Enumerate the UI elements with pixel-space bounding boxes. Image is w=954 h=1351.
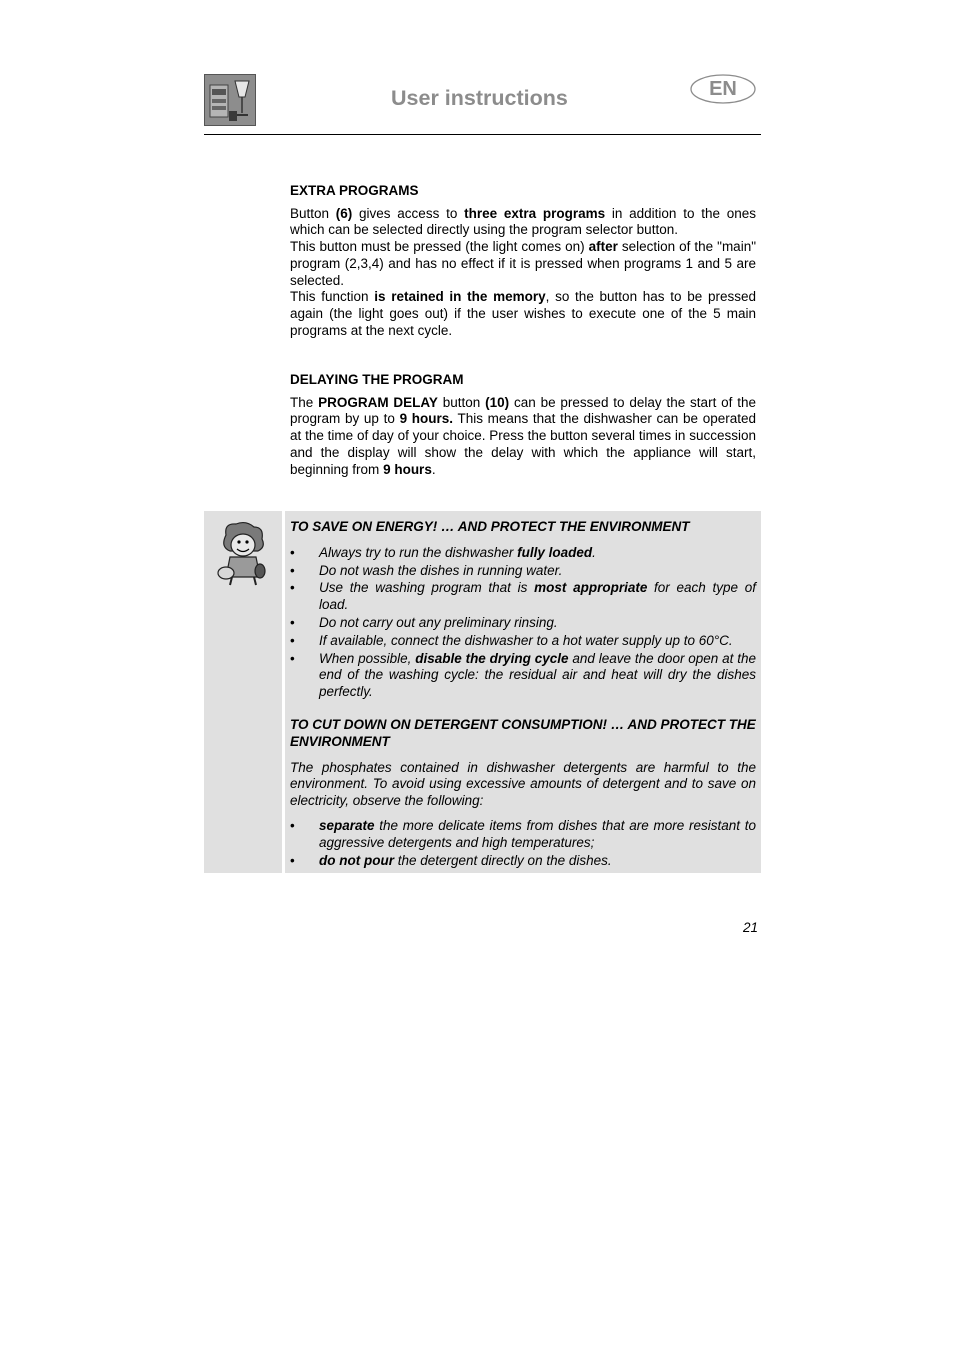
paragraph-run: gives access to: [352, 205, 465, 221]
paragraph-run: (6): [335, 205, 353, 221]
bullet-icon: •: [290, 580, 295, 596]
bullet-icon: •: [290, 852, 295, 868]
list-item-run: most appropriate: [534, 580, 648, 596]
list-item: [290, 818, 756, 852]
list-item: [290, 563, 756, 580]
paragraph-run: This means that the dishwasher can be operated at the time of day of your choice. Press the button several times in succession and the display will show the delay with which the appliance will start, beginning from: [290, 411, 756, 477]
detergent-tips-list: [290, 818, 756, 869]
list-item-run: fully loaded: [517, 544, 593, 560]
paragraph: [290, 239, 756, 289]
paragraph-run: This function: [290, 289, 375, 305]
page-number: 21: [742, 920, 758, 935]
list-item-run: If available, connect the dishwasher to a hot water supply up to 60°C.: [319, 632, 733, 648]
bullet-icon: •: [290, 817, 295, 833]
list-item-run: and leave the door open at the end of the washing cycle: the residual air and heat will dry the dishes perfectly.: [319, 650, 756, 700]
paragraph-run: button: [437, 394, 486, 410]
language-badge: [690, 74, 756, 104]
list-item-run: Use the washing program that is: [319, 580, 535, 596]
list-item-run: Always try to run the dishwasher: [319, 544, 518, 560]
dishwasher-logo-icon: [204, 74, 256, 126]
list-item-run: When possible,: [319, 650, 416, 666]
list-item: [290, 580, 756, 614]
list-item-run: Do not wash the dishes in running water.: [319, 562, 563, 578]
paragraph-run: , so the button has to be pressed again (the light goes out) if the user wishes to execute one of the 5 main programs at the next cycle.: [290, 289, 756, 338]
list-item-run: Do not carry out any preliminary rinsing.: [319, 614, 558, 630]
paragraph-run: This button must be pressed (the light comes on): [290, 239, 589, 255]
paragraph: [290, 206, 756, 239]
paragraph-run: Button: [290, 205, 336, 221]
extra-programs-body: [290, 206, 756, 340]
paragraph: [290, 289, 756, 339]
page-header: [204, 72, 761, 135]
energy-tips-list: [290, 545, 756, 701]
list-item: [290, 545, 756, 562]
energy-heading: TO SAVE ON ENERGY! … AND PROTECT THE ENVIRONMENT: [290, 519, 690, 534]
paragraph-run: The: [290, 394, 319, 410]
paragraph-run: can be pressed to delay the start of the program by up to: [290, 394, 756, 427]
environment-tips-box: [204, 511, 761, 873]
delaying-body: [290, 395, 756, 479]
tips-icon-column: [204, 511, 282, 873]
paragraph-run: after: [588, 239, 618, 255]
bullet-icon: •: [290, 614, 295, 630]
page-title: User instructions: [391, 86, 568, 110]
detergent-intro: The phosphates contained in dishwasher detergents are harmful to the environment. To avoid using excessive amounts of detergent and to save on electricity, observe the following:: [290, 759, 756, 809]
paragraph-run: selection of the "main" program (2,3,4) and has no effect if it is pressed when programs 1 and 5 are selected.: [290, 239, 756, 288]
paragraph-run: 9 hours.: [399, 411, 454, 427]
list-item: [290, 615, 756, 632]
bullet-icon: •: [290, 544, 295, 560]
paragraph-run: (10): [485, 394, 510, 410]
extra-programs-section: [290, 183, 756, 339]
tips-text-column: [285, 511, 761, 873]
mascot-icon: [216, 521, 270, 587]
bullet-icon: •: [290, 650, 295, 666]
list-item-run: the detergent directly on the dishes.: [393, 852, 612, 868]
list-item-run: .: [592, 544, 596, 560]
list-item: [290, 633, 756, 650]
list-item: [290, 651, 756, 701]
list-item: [290, 853, 756, 870]
language-label: EN: [709, 78, 737, 100]
paragraph-run: three extra programs: [464, 205, 606, 221]
list-item-run: separate: [319, 817, 375, 833]
paragraph-run: 9 hours: [383, 461, 432, 477]
extra-programs-heading: EXTRA PROGRAMS: [290, 183, 419, 198]
list-item-run: for each type of load.: [319, 580, 756, 613]
paragraph: [290, 395, 756, 479]
detergent-heading: TO CUT DOWN ON DETERGENT CONSUMPTION! … AND PROTECT THE ENVIRONMENT: [290, 716, 756, 749]
paragraph-run: .: [431, 461, 436, 477]
bullet-icon: •: [290, 632, 295, 648]
paragraph-run: PROGRAM DELAY: [318, 394, 438, 410]
list-item-run: do not pour: [319, 852, 394, 868]
list-item-run: disable the drying cycle: [415, 650, 569, 666]
list-item-run: the more delicate items from dishes that are more resistant to aggressive detergents and high temperatures;: [319, 817, 756, 850]
delaying-heading: DELAYING THE PROGRAM: [290, 372, 464, 387]
paragraph-run: in addition to the ones which can be selected directly using the program selector button.: [290, 205, 756, 238]
bullet-icon: •: [290, 562, 295, 578]
paragraph-run: is retained in the memory: [374, 289, 546, 305]
delaying-section: [290, 372, 756, 478]
